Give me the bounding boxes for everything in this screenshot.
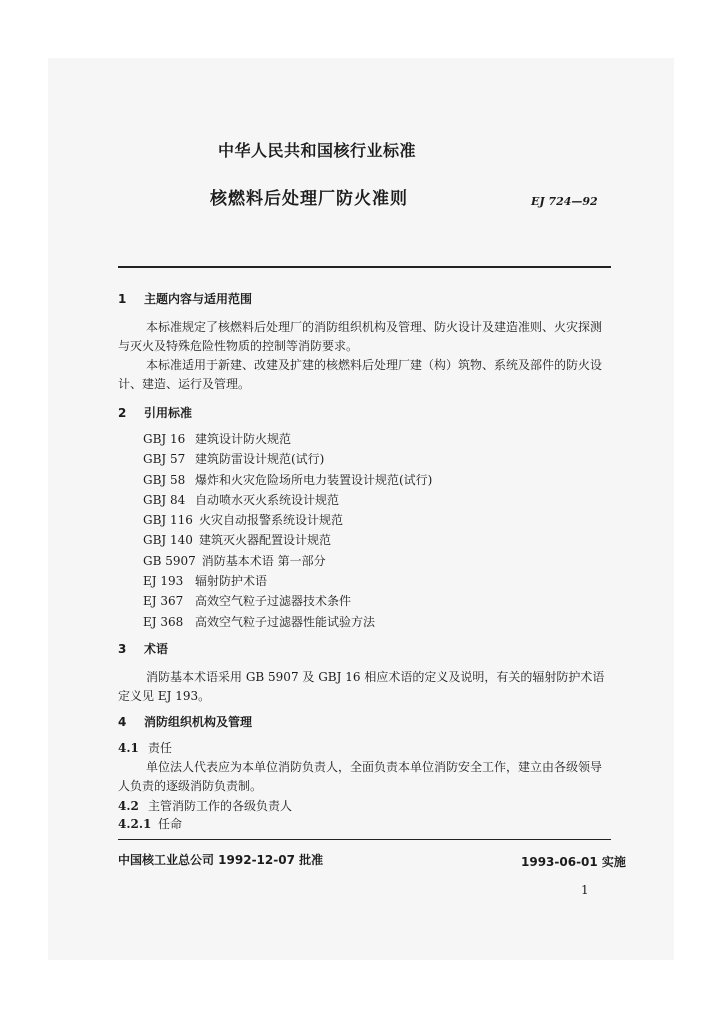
- reference-code: GBJ 116: [143, 513, 193, 528]
- reference-title: 爆炸和火灾危险场所电力装置设计规范(试行): [195, 472, 433, 487]
- subsection-4-2-1-heading: [118, 815, 182, 832]
- section-4-heading: [118, 713, 252, 730]
- reference-title: 高效空气粒子过滤器技术条件: [195, 594, 352, 609]
- reference-code: EJ 367: [143, 594, 184, 609]
- subsection-title: 主管消防工作的各级负责人: [148, 799, 293, 813]
- section-title: 主题内容与适用范围: [144, 292, 253, 306]
- reference-title: 建筑防雷设计规范(试行): [195, 452, 325, 467]
- header-divider: [118, 266, 611, 268]
- section-number: 3: [118, 642, 127, 656]
- reference-item: [143, 531, 432, 551]
- reference-code: GBJ 84: [143, 492, 186, 507]
- standard-code: EJ 724—92: [531, 195, 598, 208]
- reference-item: [143, 613, 432, 633]
- paragraph-line: 计、建造、运行及管理。: [118, 377, 251, 391]
- reference-title: 建筑设计防火规范: [195, 432, 292, 446]
- reference-item: [143, 471, 432, 491]
- reference-code: GBJ 140: [143, 533, 193, 548]
- reference-item: [143, 592, 432, 612]
- reference-code: GBJ 16: [143, 432, 186, 446]
- subsection-number: 4.2: [118, 799, 139, 813]
- page-number: 1: [581, 883, 589, 897]
- approval-statement: 中国核工业总公司 1992-12-07 批准: [118, 853, 324, 867]
- paragraph-line: 消防基本术语采用 GB 5907 及 GBJ 16 相应术语的定义及说明，有关的辐射防护术语: [146, 670, 605, 684]
- subsection-number: 4.1: [118, 741, 139, 755]
- reference-title: 消防基本术语 第一部分: [201, 553, 326, 568]
- reference-title: 辐射防护术语: [195, 574, 268, 589]
- paragraph-line: 人负责的逐级消防负责制。: [118, 779, 263, 793]
- effective-date: 1993-06-01 实施: [521, 855, 626, 869]
- reference-title: 自动喷水灭火系统设计规范: [195, 492, 340, 507]
- reference-item: [143, 511, 432, 531]
- subsection-4-2-heading: [118, 797, 292, 814]
- footer-divider: [118, 839, 611, 840]
- section-3-heading: [118, 640, 168, 657]
- section-title: 消防组织机构及管理: [144, 715, 253, 729]
- subsection-4-1-heading: [118, 739, 172, 756]
- paragraph-line: 与灭火及特殊危险性物质的控制等消防要求。: [118, 339, 359, 353]
- reference-list: [143, 430, 432, 633]
- section-title: 术语: [144, 642, 169, 656]
- reference-title: 高效空气粒子过滤器性能试验方法: [195, 614, 376, 629]
- standard-title: 核燃料后处理厂防火准则: [210, 189, 408, 209]
- organization-title: 中华人民共和国核行业标准: [218, 141, 417, 160]
- subsection-number: 4.2.1: [118, 817, 152, 831]
- reference-item: [143, 430, 432, 450]
- reference-code: EJ 193: [143, 574, 184, 589]
- paragraph-line: 定义见 EJ 193。: [118, 689, 211, 703]
- section-2-heading: [118, 404, 192, 421]
- section-1-heading: [118, 290, 252, 307]
- reference-code: GBJ 57: [143, 452, 186, 467]
- reference-item: [143, 450, 432, 470]
- reference-code: GB 5907: [143, 553, 196, 568]
- paragraph-line: 单位法人代表应为本单位消防负责人，全面负责本单位消防安全工作，建立由各级领导: [146, 760, 603, 774]
- paragraph-line: 本标准适用于新建、改建及扩建的核燃料后处理厂建（构）筑物、系统及部件的防火设: [146, 358, 603, 372]
- section-title: 引用标准: [144, 406, 193, 420]
- section-number: 4: [118, 715, 127, 729]
- reference-title: 建筑灭火器配置设计规范: [198, 533, 331, 548]
- reference-code: EJ 368: [143, 614, 184, 629]
- paragraph-line: 本标准规定了核燃料后处理厂的消防组织机构及管理、防火设计及建造准则、火灾探测: [146, 320, 603, 334]
- section-number: 1: [118, 292, 127, 306]
- reference-item: [143, 552, 432, 572]
- reference-title: 火灾自动报警系统设计规范: [198, 513, 343, 528]
- reference-item: [143, 572, 432, 592]
- subsection-title: 责任: [148, 741, 173, 755]
- section-number: 2: [118, 406, 127, 420]
- reference-item: [143, 491, 432, 511]
- subsection-title: 任命: [158, 817, 183, 831]
- reference-code: GBJ 58: [143, 472, 186, 487]
